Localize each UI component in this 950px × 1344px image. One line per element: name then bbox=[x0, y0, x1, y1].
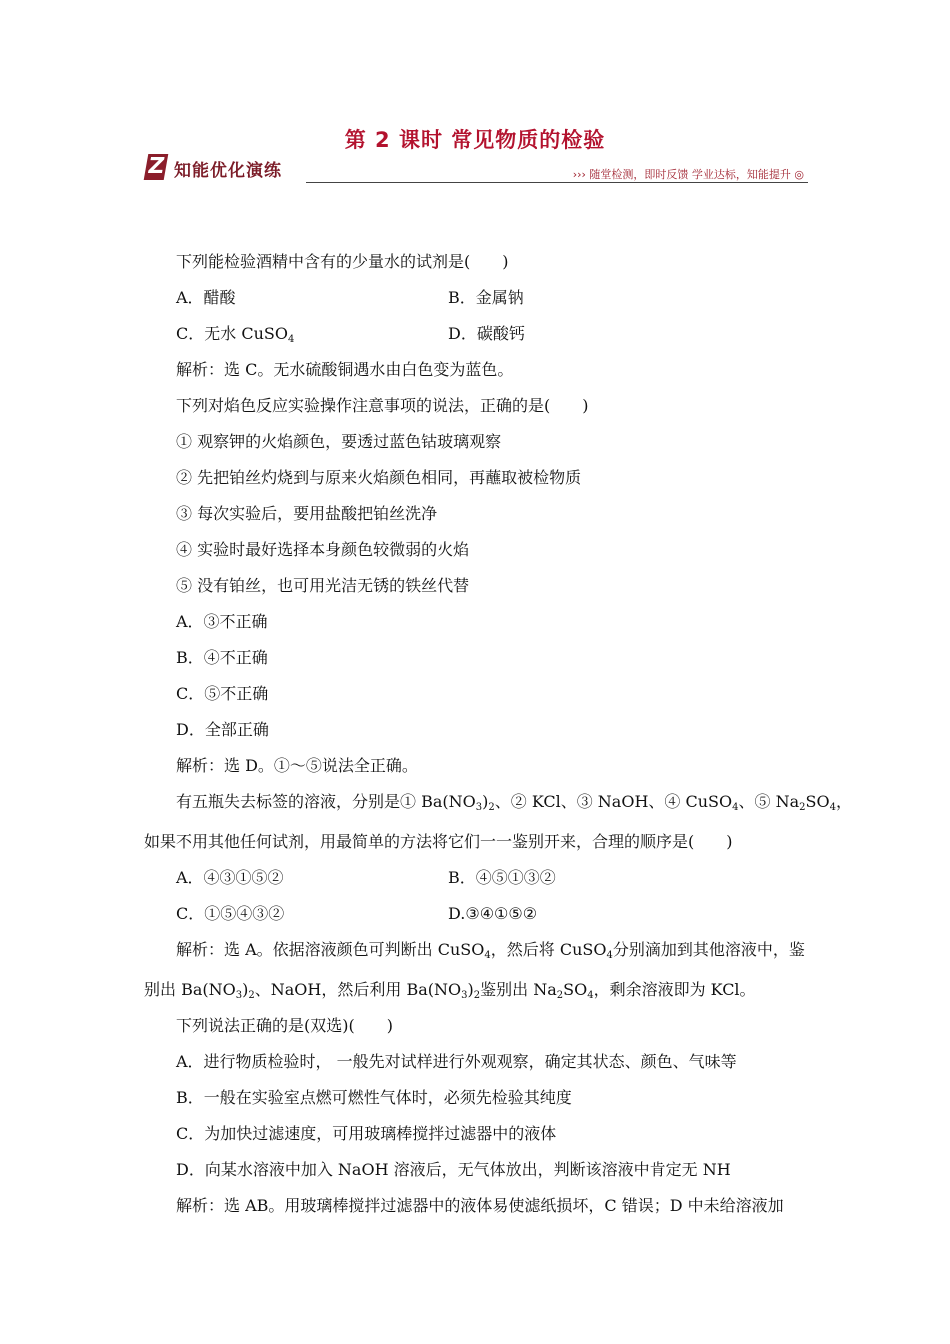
q2-item-1: ① 观察钾的火焰颜色，要透过蓝色钴玻璃观察 bbox=[176, 432, 502, 451]
banner-title: 知能优化演练 bbox=[174, 161, 282, 181]
q3-option-c: C．①⑤④③② bbox=[176, 904, 285, 923]
section-banner bbox=[146, 152, 808, 186]
q4-option-c: C．为加快过滤速度，可用玻璃棒搅拌过滤器中的液体 bbox=[176, 1124, 557, 1143]
q2-option-b: B．④不正确 bbox=[176, 648, 268, 667]
q1-option-b: B．金属钠 bbox=[448, 288, 524, 307]
q3-stem-line-2: 如果不用其他任何试剂，用最简单的方法将它们一一鉴别开来，合理的顺序是( ) bbox=[144, 832, 733, 851]
q1-stem: 下列能检验酒精中含有的少量水的试剂是( ) bbox=[176, 252, 509, 271]
q3-option-b: B．④⑤①③② bbox=[448, 868, 556, 887]
q4-analysis: 解析：选 AB。用玻璃棒搅拌过滤器中的液体易使滤纸损坏，C 错误；D 中未给溶液加 bbox=[176, 1196, 784, 1215]
q4-option-b: B．一般在实验室点燃可燃性气体时，必须先检验其纯度 bbox=[176, 1088, 572, 1107]
q1-analysis: 解析：选 C。无水硫酸铜遇水由白色变为蓝色。 bbox=[176, 360, 514, 379]
q2-analysis: 解析：选 D。①～⑤说法全正确。 bbox=[176, 756, 418, 775]
q2-stem: 下列对焰色反应实验操作注意事项的说法，正确的是( ) bbox=[176, 396, 589, 415]
q1-option-d: D．碳酸钙 bbox=[448, 324, 525, 343]
page-title: 第 2 课时 常见物质的检验 bbox=[344, 128, 606, 152]
q2-option-a: A．③不正确 bbox=[176, 612, 268, 631]
q1-option-a: A．醋酸 bbox=[176, 288, 236, 307]
q3-option-d: D.③④①⑤② bbox=[448, 904, 538, 923]
q1-option-c: C．无水 CuSO$_4$ bbox=[176, 324, 295, 345]
q2-item-3: ③ 每次实验后，要用盐酸把铂丝洗净 bbox=[176, 504, 438, 523]
banner-subtitle: ››› 随堂检测，即时反馈 学业达标，知能提升 ◎ bbox=[572, 168, 804, 181]
q2-item-2: ② 先把铂丝灼烧到与原来火焰颜色相同，再蘸取被检物质 bbox=[176, 468, 582, 487]
q2-item-4: ④ 实验时最好选择本身颜色较微弱的火焰 bbox=[176, 540, 470, 559]
q3-analysis-line-2: 别出 $Ba(NO_3)_2$、NaOH，然后利用 $Ba(NO_3)_2$鉴别出 $Na_2SO_4$，剩余溶液即为 KCl。 bbox=[144, 980, 756, 1001]
q4-stem: 下列说法正确的是(双选)( ) bbox=[176, 1016, 393, 1035]
q3-option-a: A．④③①⑤② bbox=[176, 868, 284, 887]
q2-item-5: ⑤ 没有铂丝，也可用光洁无锈的铁丝代替 bbox=[176, 576, 470, 595]
q3-stem-line-1: 有五瓶失去标签的溶液，分别是① $Ba(NO_3)_2$、② KCl、③ NaOH、④ CuSO$_4$、⑤ $Na_2SO_4$， bbox=[176, 792, 852, 813]
q4-option-a: A．进行物质检验时， 一般先对试样进行外观观察，确定其状态、颜色、气味等 bbox=[176, 1052, 737, 1071]
q4-option-d: D．向某水溶液中加入 NaOH 溶液后，无气体放出，判断该溶液中肯定无 NH bbox=[176, 1160, 731, 1179]
z-logo-icon: Z bbox=[144, 154, 169, 180]
q2-option-d: D．全部正确 bbox=[176, 720, 269, 739]
q3-analysis-line-1: 解析：选 A。依据溶液颜色可判断出 CuSO$_4$，然后将 CuSO$_4$分别滴加到其他溶液中，鉴 bbox=[176, 940, 805, 961]
banner-divider bbox=[306, 182, 808, 183]
q2-option-c: C．⑤不正确 bbox=[176, 684, 269, 703]
